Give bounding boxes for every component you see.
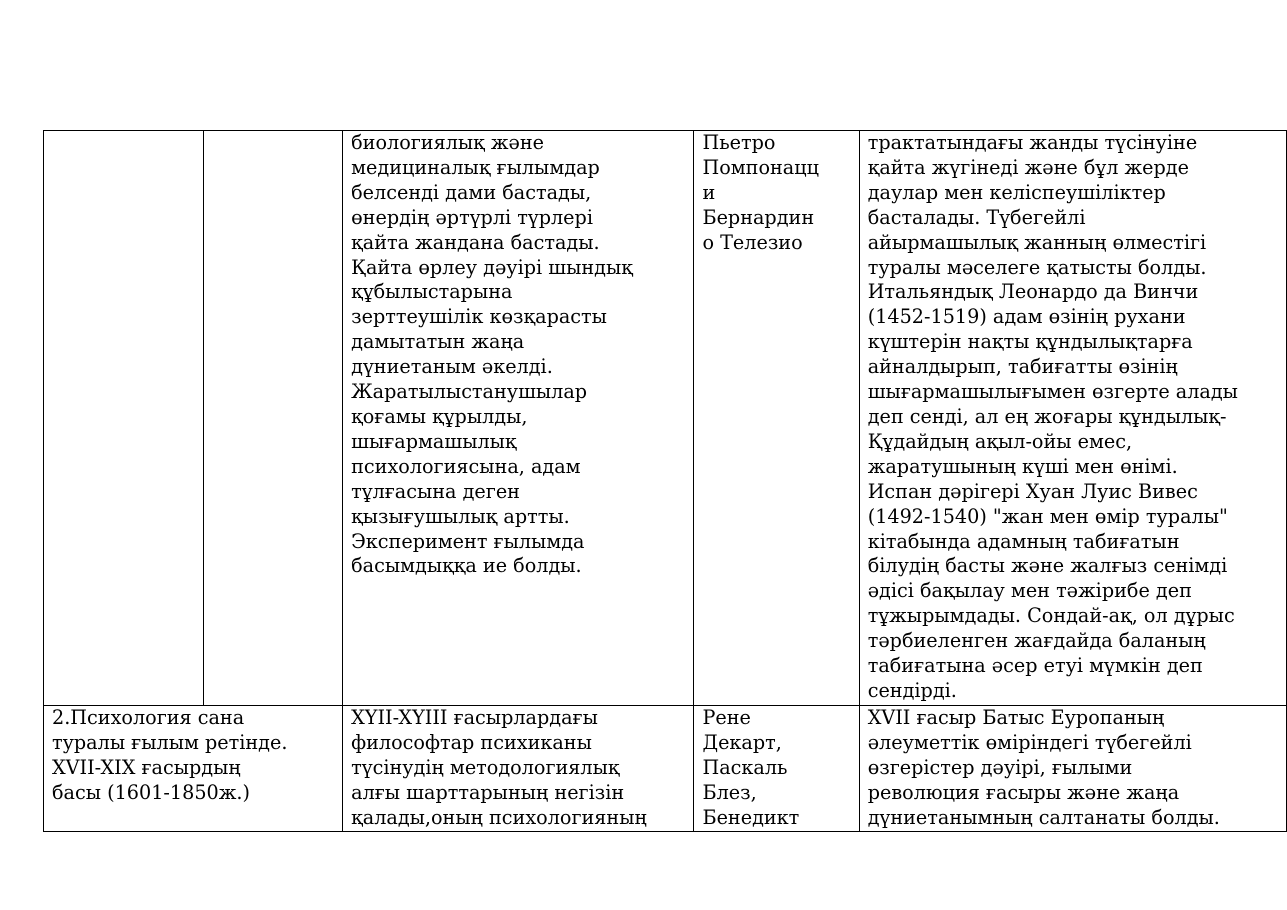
cell-text: биологиялық және медициналық ғылымдар белсенді дами бастады, өнердің әртүрлі түрлері қайта жандана бастады. Қайта өрлеу дәуірі шындық құбылыстарына зерттеушілік көзқарасты дамытатын жаңа дүниетаным әкелді. Жаратылыстанушылар қоғамы құрылды, шығармашылық психологиясына, адам тұлғасына деген қызығушылық артты. Эксперимент ғылымда басымдыққа ие болды.	[351, 131, 633, 578]
table-cell-details	[859, 131, 1286, 706]
table-cell-period	[44, 131, 204, 706]
table-cell-empty	[203, 131, 342, 706]
table-row	[44, 706, 1287, 832]
cell-text: XYII-XYIII ғасырлардағы философтар психиканы түсінудің методологиялық алғы шарттарының негізін қалады,оның психологияның	[351, 706, 647, 829]
cell-text: трактатындағы жанды түсінуіне қайта жүгінеді және бұл жерде даулар мен келіспеушіліктер басталады. Түбегейлі айырмашылық жанның өлместігі туралы мәселеге қатысты болды. Итальяндық Леонардо да Винчи (1452-1519) адам өзінің рухани күштерін нақты құндылықтарға айналдырып, табиғатты өзінің шығармашылығымен өзгерте алады деп сенді, ал ең жоғары құндылық- Құдайдың ақыл-ойы емес, жаратушының күші мен өнімі. Испан дәрігері Хуан Луис Вивес (1492-1540) "жан мен өмір туралы" кітабында адамның табиғатын білудің басты және жалғыз сенімді әдісі бақылау мен тәжірибе деп тұжырымдады. Сондай-ақ, ол дұрыс тәрбиеленген жағдайда баланың табиғатына әсер етуі мүмкін деп сендірді.	[867, 131, 1238, 702]
cell-text: Пьетро Помпонацц и Бернардин о Телезио	[702, 131, 819, 254]
cell-text: XVII ғасыр Батыс Еуропаның әлеуметтік өміріндегі түбегейлі өзгерістер дәуірі, ғылыми революция ғасыры және жаңа дүниетанымның салтанаты болды.	[867, 706, 1220, 829]
cell-text: Рене Декарт, Паскаль Блез, Бенедикт	[702, 706, 800, 829]
table-cell-scientists	[694, 131, 859, 706]
table-cell-details	[859, 706, 1286, 832]
table-row	[44, 131, 1287, 706]
cell-text: 2.Психология сана туралы ғылым ретінде. XVII-XIX ғасырдың басы (1601-1850ж.)	[52, 706, 288, 804]
table-cell-description	[343, 706, 694, 832]
history-table	[43, 130, 1287, 832]
table-cell-description	[343, 131, 694, 706]
table-cell-period	[44, 706, 343, 832]
table-cell-scientists	[694, 706, 859, 832]
